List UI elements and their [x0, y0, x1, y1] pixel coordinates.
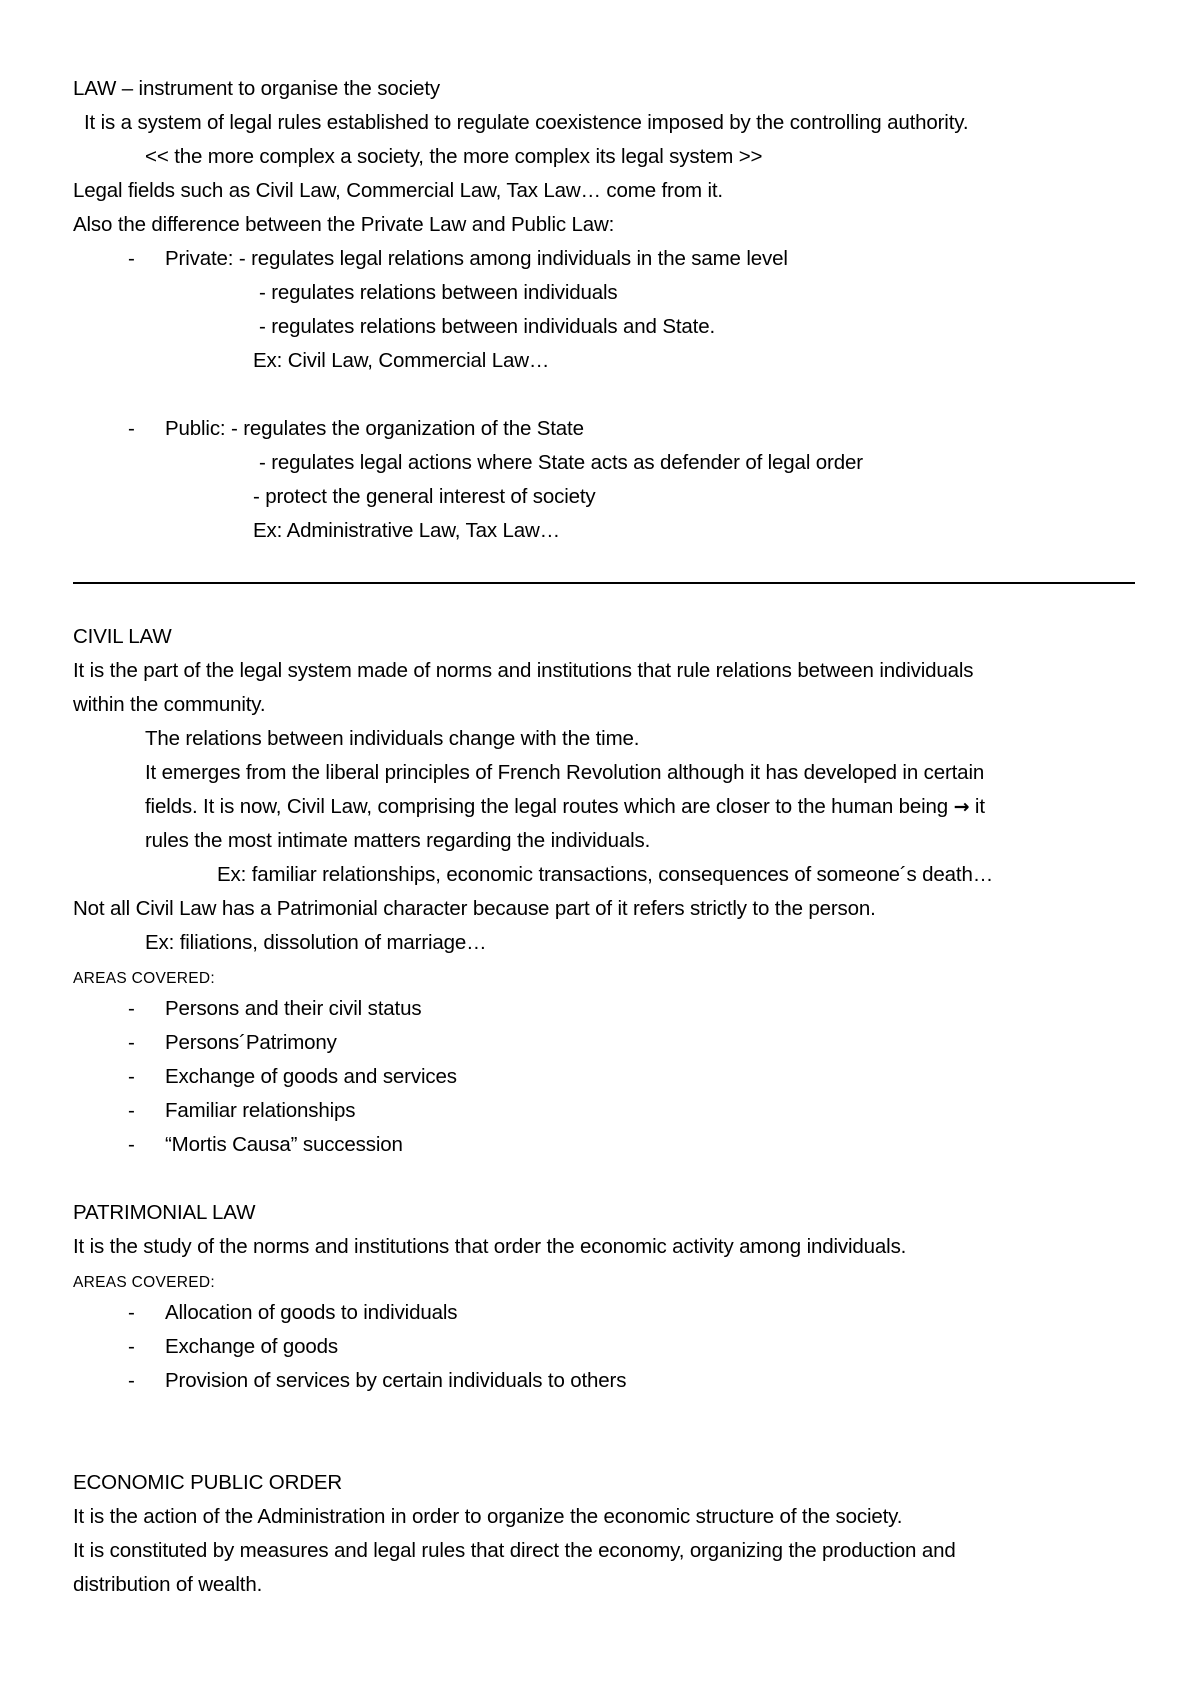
section-divider	[73, 582, 1135, 584]
civil-law-definition: within the community.	[73, 693, 266, 716]
civil-law-emerges-text: fields. It is now, Civil Law, comprising the legal routes which are closer to the human being	[145, 795, 954, 818]
bullet-dash: -	[128, 997, 135, 1020]
civil-law-emerges-text: it	[969, 795, 985, 818]
economic-public-order-text: distribution of wealth.	[73, 1573, 263, 1596]
list-item: Exchange of goods	[165, 1335, 338, 1358]
public-law-line: Public: - regulates the organization of the State	[165, 417, 584, 440]
civil-law-example: Ex: familiar relationships, economic transactions, consequences of someone´s death…	[217, 863, 994, 886]
list-item: Exchange of goods and services	[165, 1065, 457, 1088]
economic-public-order-text: It is constituted by measures and legal rules that direct the economy, organizing the production and	[73, 1539, 956, 1562]
bullet-dash: -	[128, 1301, 135, 1324]
bullet-dash: -	[128, 417, 135, 440]
law-heading: LAW – instrument to organise the society	[73, 77, 440, 100]
law-quote: << the more complex a society, the more complex its legal system >>	[145, 145, 763, 168]
public-law-line: - regulates legal actions where State acts as defender of legal order	[259, 451, 863, 474]
areas-covered-label: AREAS COVERED:	[73, 1274, 216, 1291]
law-difference: Also the difference between the Private Law and Public Law:	[73, 213, 615, 236]
patrimonial-law-definition: It is the study of the norms and institutions that order the economic activity among individuals.	[73, 1235, 907, 1258]
civil-law-emerges	[145, 794, 985, 820]
law-fields: Legal fields such as Civil Law, Commercial Law, Tax Law… come from it.	[73, 179, 723, 202]
list-item: Provision of services by certain individuals to others	[165, 1369, 627, 1392]
private-law-example: Ex: Civil Law, Commercial Law…	[253, 349, 550, 372]
patrimonial-law-heading: PATRIMONIAL LAW	[73, 1201, 256, 1224]
civil-law-emerges: It emerges from the liberal principles of French Revolution although it has developed in certain	[145, 761, 985, 784]
list-item: Familiar relationships	[165, 1099, 356, 1122]
arrow-right-icon: →	[953, 796, 970, 818]
bullet-dash: -	[128, 1335, 135, 1358]
civil-law-definition: It is the part of the legal system made of norms and institutions that rule relations between individuals	[73, 659, 974, 682]
bullet-dash: -	[128, 1065, 135, 1088]
civil-law-change: The relations between individuals change with the time.	[145, 727, 640, 750]
bullet-dash: -	[128, 247, 135, 270]
private-law-line: - regulates relations between individuals and State.	[259, 315, 716, 338]
bullet-dash: -	[128, 1369, 135, 1392]
civil-law-heading: CIVIL LAW	[73, 625, 172, 648]
bullet-dash: -	[128, 1133, 135, 1156]
list-item: “Mortis Causa” succession	[165, 1133, 403, 1156]
private-law-line: - regulates relations between individuals	[259, 281, 618, 304]
areas-covered-label: AREAS COVERED:	[73, 970, 216, 987]
bullet-dash: -	[128, 1099, 135, 1122]
civil-law-patrimonial-note: Not all Civil Law has a Patrimonial character because part of it refers strictly to the person.	[73, 897, 876, 920]
list-item: Allocation of goods to individuals	[165, 1301, 458, 1324]
law-definition: It is a system of legal rules established to regulate coexistence imposed by the controlling authority.	[84, 111, 969, 134]
civil-law-emerges: rules the most intimate matters regarding the individuals.	[145, 829, 651, 852]
private-law-line: Private: - regulates legal relations among individuals in the same level	[165, 247, 788, 270]
economic-public-order-heading: ECONOMIC PUBLIC ORDER	[73, 1471, 343, 1494]
civil-law-example: Ex: filiations, dissolution of marriage…	[145, 931, 487, 954]
list-item: Persons´Patrimony	[165, 1031, 337, 1054]
list-item: Persons and their civil status	[165, 997, 422, 1020]
public-law-example: Ex: Administrative Law, Tax Law…	[253, 519, 561, 542]
economic-public-order-text: It is the action of the Administration in order to organize the economic structure of the society.	[73, 1505, 903, 1528]
public-law-line: - protect the general interest of society	[253, 485, 596, 508]
bullet-dash: -	[128, 1031, 135, 1054]
